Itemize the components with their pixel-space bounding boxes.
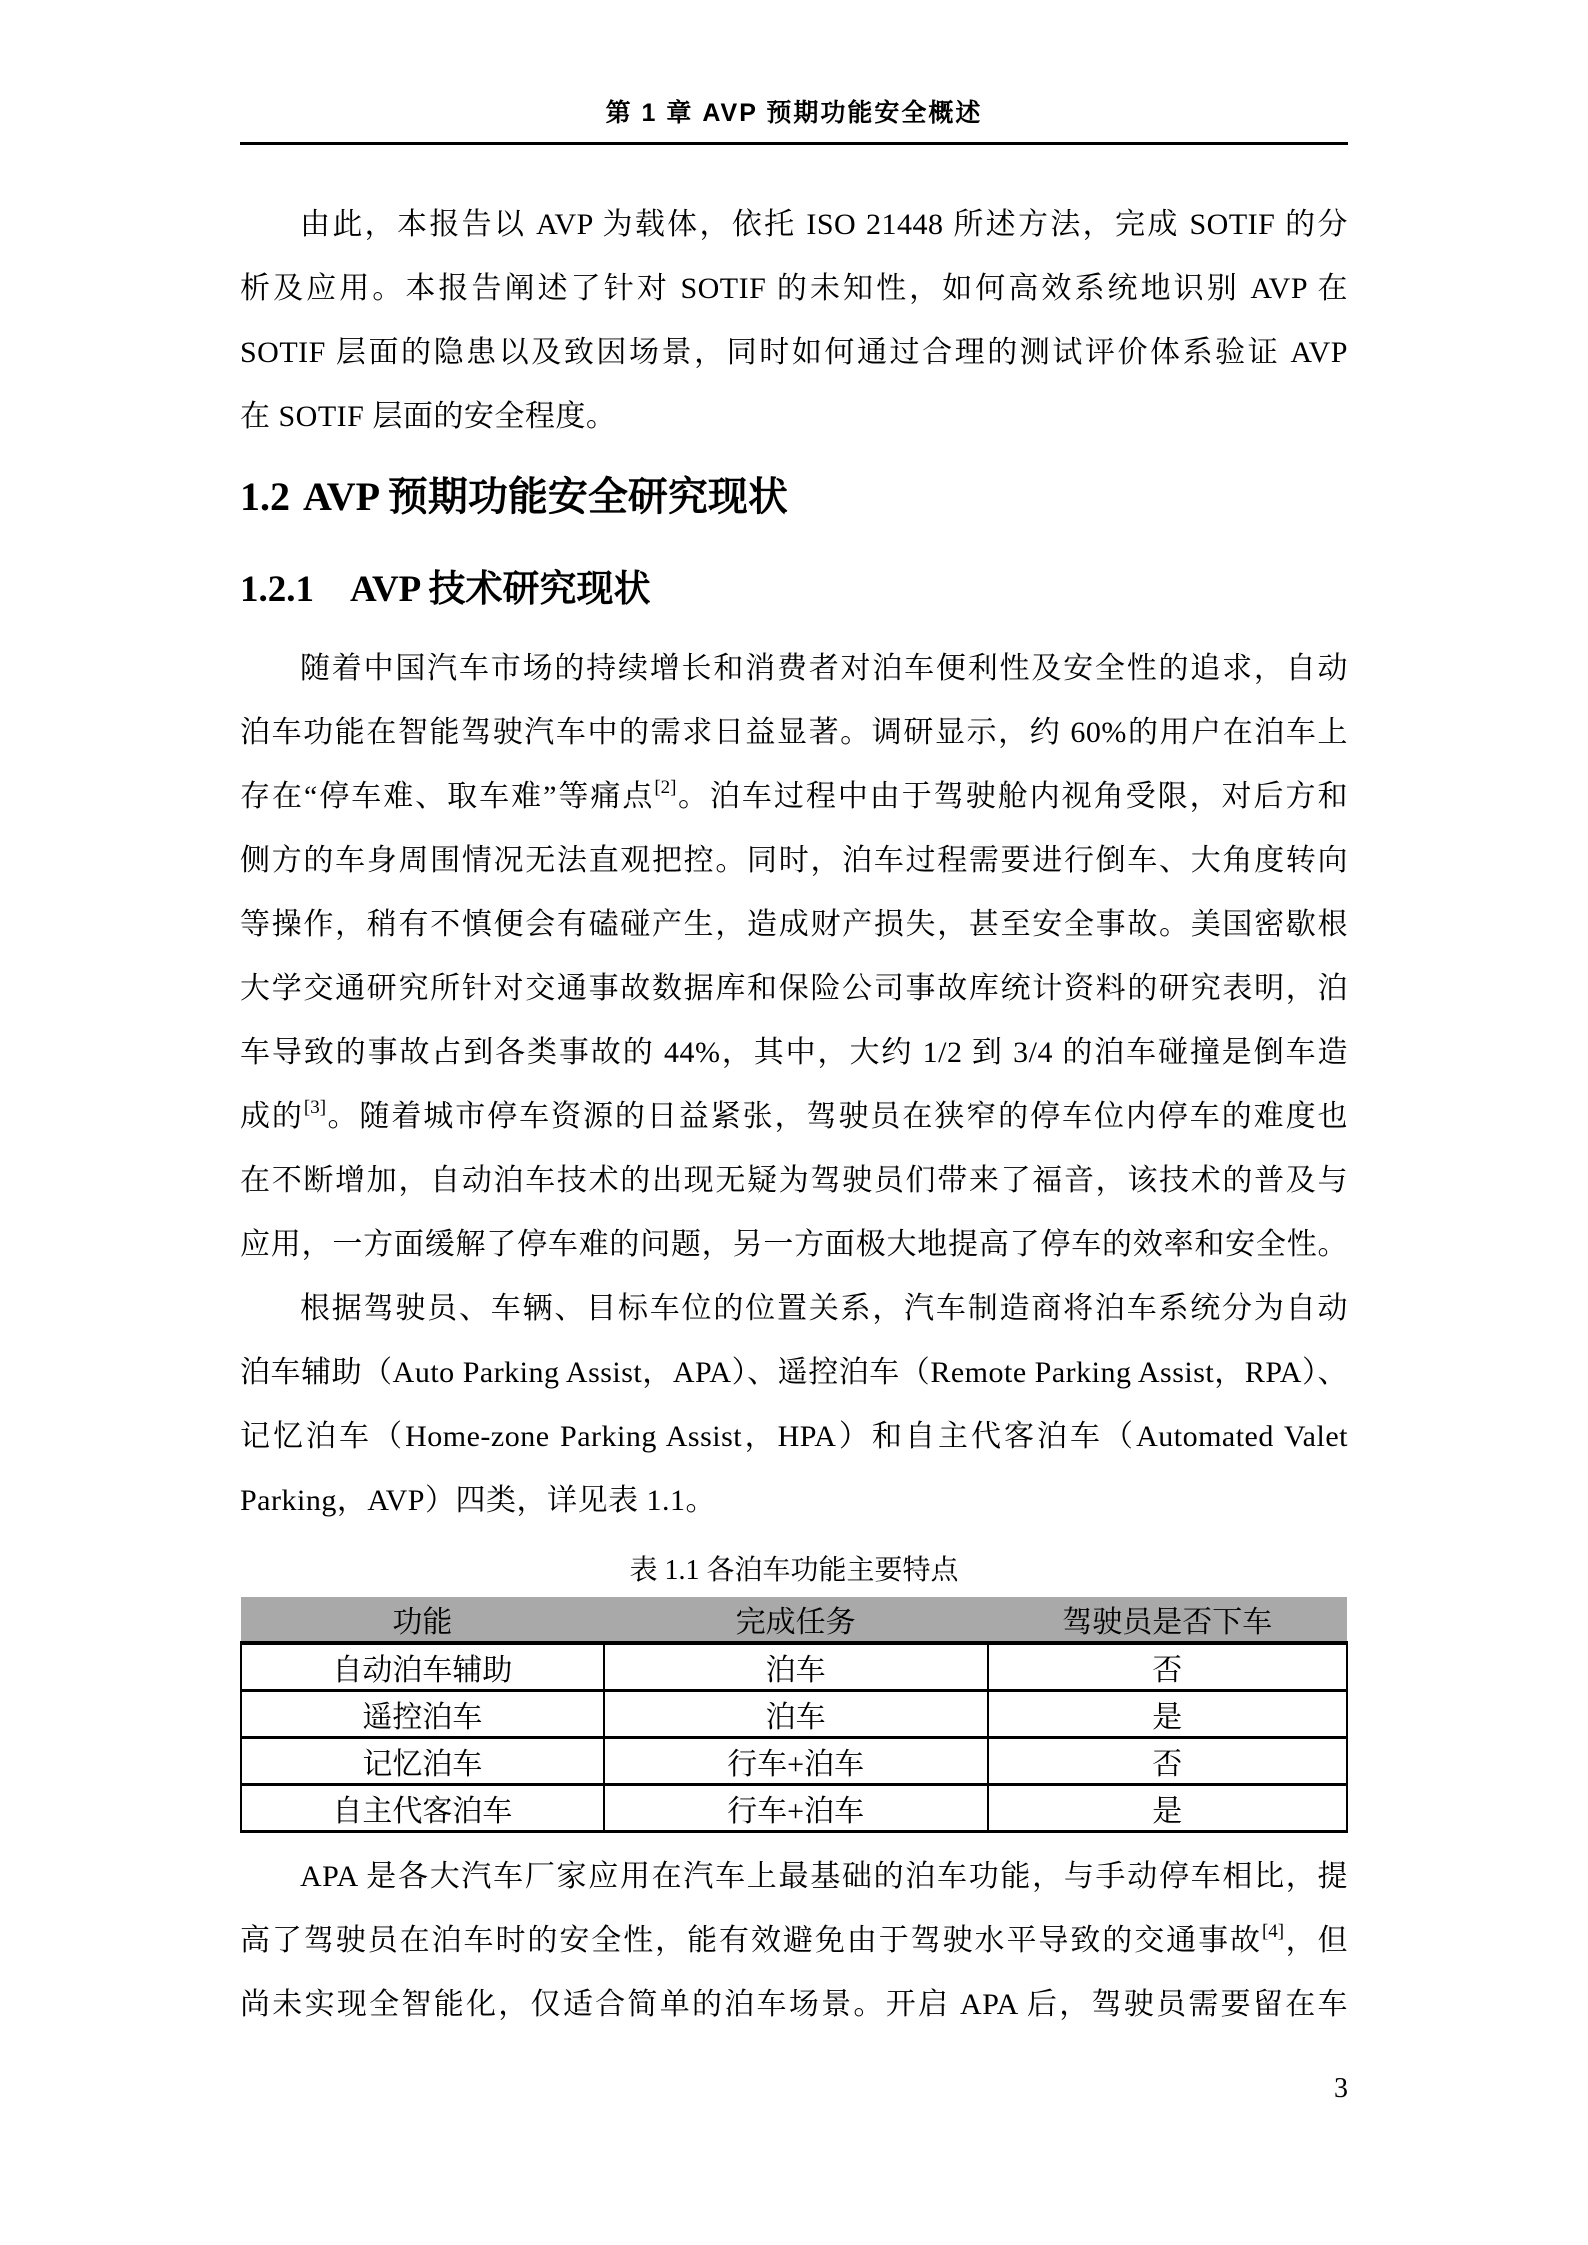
paragraph-line: 泊车辅助（Auto Parking Assist，APA）、遥控泊车（Remote Parking Assist，RPA）、 (240, 1356, 1348, 1389)
table-cell: 否 (988, 1643, 1347, 1691)
paragraph-line: 侧方的车身周围情况无法直观把控。同时，泊车过程需要进行倒车、大角度转向 (240, 844, 1348, 877)
table-row (241, 1785, 1347, 1832)
paragraph-line: 由此，本报告以 AVP 为载体，依托 ISO 21448 所述方法，完成 SOTIF 的分 (300, 208, 1348, 241)
table-cell: 自主代客泊车 (241, 1785, 604, 1832)
section-title: AVP 预期功能安全研究现状 (303, 474, 788, 519)
table-header-cell: 功能 (241, 1597, 604, 1643)
paragraph-line: 存在“停车难、取车难”等痛点[2]。泊车过程中由于驾驶舱内视角受限，对后方和 (240, 777, 1348, 813)
paragraph-line: Parking，AVP）四类，详见表 1.1。 (240, 1484, 716, 1517)
table-cell: 遥控泊车 (241, 1691, 604, 1738)
parking-functions-table (240, 1597, 1348, 1833)
header-rule (240, 142, 1348, 145)
paragraph-line: 尚未实现全智能化，仅适合简单的泊车场景。开启 APA 后，驾驶员需要留在车 (240, 1988, 1348, 2021)
paragraph-line: APA 是各大汽车厂家应用在汽车上最基础的泊车功能，与手动停车相比，提 (300, 1860, 1348, 1893)
table-cell: 行车+泊车 (604, 1785, 988, 1832)
table-row (241, 1738, 1347, 1785)
apa-paragraph (240, 1845, 1348, 2037)
paragraph-line: 记忆泊车（Home-zone Parking Assist，HPA）和自主代客泊车（Automated Valet (240, 1420, 1348, 1453)
table-caption: 表 1.1 各泊车功能主要特点 (629, 1555, 959, 1586)
paragraph-line: 在不断增加，自动泊车技术的出现无疑为驾驶员们带来了福音，该技术的普及与 (240, 1164, 1348, 1197)
intro-paragraph (240, 193, 1348, 449)
section-number: 1.2 (240, 474, 290, 519)
paragraph-line: 泊车功能在智能驾驶汽车中的需求日益显著。调研显示，约 60%的用户在泊车上 (240, 716, 1348, 749)
table-row (241, 1643, 1347, 1691)
table-cell: 是 (988, 1785, 1347, 1832)
parking-types-paragraph (240, 1277, 1348, 1533)
subsection-number: 1.2.1 (240, 569, 314, 610)
table-cell: 记忆泊车 (241, 1738, 604, 1785)
paragraph-line: 车导致的事故占到各类事故的 44%，其中，大约 1/2 到 3/4 的泊车碰撞是倒车造 (240, 1036, 1348, 1069)
table-cell: 否 (988, 1738, 1347, 1785)
table-cell: 行车+泊车 (604, 1738, 988, 1785)
table-cell: 是 (988, 1691, 1347, 1738)
table-header-cell: 完成任务 (604, 1597, 988, 1643)
page-content (240, 0, 1348, 2107)
running-header: 第 1 章 AVP 预期功能安全概述 (605, 99, 983, 127)
paragraph-line: 析及应用。本报告阐述了针对 SOTIF 的未知性，如何高效系统地识别 AVP 在 (240, 272, 1348, 305)
table-header-cell: 驾驶员是否下车 (988, 1597, 1347, 1643)
paragraph-line: 大学交通研究所针对交通事故数据库和保险公司事故库统计资料的研究表明，泊 (240, 972, 1348, 1005)
table-row (241, 1691, 1347, 1738)
subsection-heading-1-2-1 (240, 565, 1348, 615)
paragraph-line: 成的[3]。随着城市停车资源的日益紧张，驾驶员在狭窄的停车位内停车的难度也 (240, 1097, 1349, 1133)
section-heading-1-2 (240, 471, 1348, 523)
paragraph-line: 应用，一方面缓解了停车难的问题，另一方面极大地提高了停车的效率和安全性。 (240, 1228, 1348, 1261)
page-number: 3 (1334, 2073, 1348, 2104)
table-cell: 泊车 (604, 1691, 988, 1738)
paragraph-line: 高了驾驶员在泊车时的安全性，能有效避免由于驾驶水平导致的交通事故[4]，但 (240, 1921, 1349, 1957)
table-cell: 自动泊车辅助 (241, 1643, 604, 1691)
paragraph-line: 根据驾驶员、车辆、目标车位的位置关系，汽车制造商将泊车系统分为自动 (300, 1292, 1348, 1325)
background-paragraph (240, 637, 1348, 1277)
table-header-row (241, 1597, 1347, 1643)
paragraph-line: 等操作，稍有不慎便会有磕碰产生，造成财产损失，甚至安全事故。美国密歇根 (240, 908, 1348, 941)
table-cell: 泊车 (604, 1643, 988, 1691)
paragraph-line: 在 SOTIF 层面的安全程度。 (240, 400, 617, 433)
subsection-title: AVP 技术研究现状 (350, 569, 651, 610)
paragraph-line: 随着中国汽车市场的持续增长和消费者对泊车便利性及安全性的追求，自动 (300, 652, 1348, 685)
paragraph-line: SOTIF 层面的隐患以及致因场景，同时如何通过合理的测试评价体系验证 AVP (240, 336, 1348, 369)
